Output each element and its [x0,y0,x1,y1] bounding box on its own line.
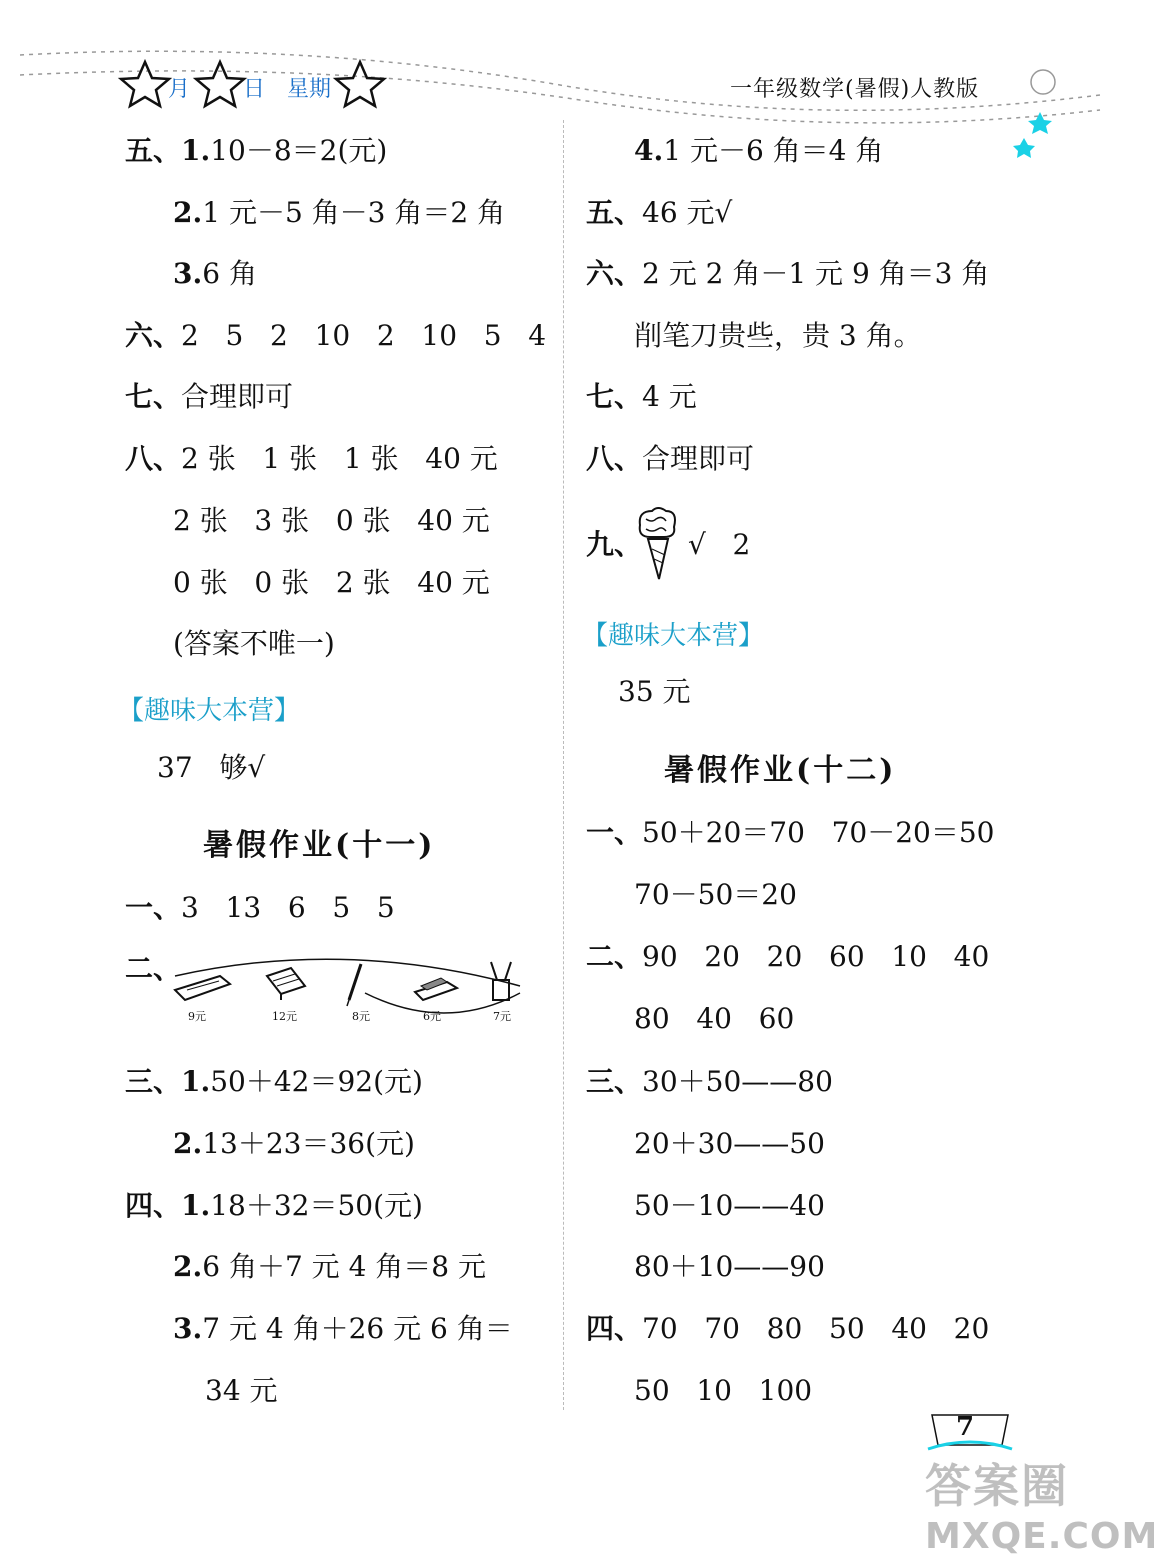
price-label: 7元 [493,1010,511,1023]
answer-line: 3.7 元 4 角＋26 元 6 角＝ [173,1312,513,1345]
answer-line: 八、合理即可 [586,442,755,475]
stapler-icon [415,978,457,1000]
answer-line: 70－50＝20 [634,878,797,911]
ice-cream-icon [632,505,682,585]
answer-line: 二、90 20 20 60 10 40 [586,940,990,973]
column-divider [563,120,564,1410]
price-label: 6元 [423,1010,441,1023]
answer-line: 80 40 60 [634,1002,795,1035]
answer-line: 2.13＋23＝36(元) [173,1127,415,1160]
stationery-illustration [165,948,535,1028]
answer-line: 50－10——40 [634,1189,825,1222]
page-number: 7 [955,1412,975,1442]
watermark: 答案圈 MXQE.COM [925,1459,1158,1557]
answer-line: 80＋10——90 [634,1250,825,1283]
answer-line: 三、30＋50——80 [586,1065,833,1098]
pen-icon [347,964,361,1006]
answer-line: 4.1 元－6 角＝4 角 [634,134,884,167]
answer-line: 三、1.50＋42＝92(元) [125,1065,423,1098]
small-star-icon [1013,70,1055,158]
price-label: 8元 [352,1010,370,1023]
fun-section-tag: 【趣味大本营】 [118,696,301,726]
answer-line: 九、 [586,528,643,561]
notebook-icon [267,968,305,1000]
fun-section-tag: 【趣味大本营】 [582,621,765,651]
answer-line: 四、70 70 80 50 40 20 [586,1312,990,1345]
star-icon [121,62,169,106]
pencil-case-icon [175,976,230,1000]
grade-title: 一年级数学(暑假)人教版 [730,77,980,102]
answer-line: 二、 [125,952,182,985]
answer-line: 五、1.10－8＝2(元) [125,134,388,167]
section-title: 暑假作业(十一) [203,828,436,863]
price-label: 9元 [188,1010,206,1023]
answer-line: 六、2 5 2 10 2 10 5 4 [125,319,547,352]
star-icon [196,62,244,106]
answer-line: 一、50＋20＝70 70－20＝50 [586,816,995,849]
answer-line: 削笔刀贵些，贵 3 角。 [634,319,922,352]
answer-line: 七、合理即可 [125,380,294,413]
answer-line: √ 2 [688,528,751,561]
answer-line: 七、4 元 [586,380,697,413]
star-icon [336,62,384,106]
month-label: 月 [168,77,191,102]
answer-line: 50 10 100 [634,1374,813,1407]
section-title: 暑假作业(十二) [664,753,897,788]
answer-line: 六、2 元 2 角－1 元 9 角＝3 角 [586,257,990,290]
answer-line: 0 张 0 张 2 张 40 元 [173,566,490,599]
answer-line: 34 元 [205,1374,278,1407]
answer-line: 八、2 张 1 张 1 张 40 元 [125,442,498,475]
answer-line: 一、3 13 6 5 5 [125,891,395,924]
price-label: 12元 [272,1010,297,1023]
answer-line: (答案不唯一) [173,627,335,660]
page-header [0,0,1123,110]
answer-line: 五、46 元√ [586,196,733,229]
answer-line: 2 张 3 张 0 张 40 元 [173,504,490,537]
answer-line: 20＋30——50 [634,1127,825,1160]
day-label: 日 [243,77,266,102]
weekday-label: 星期 [287,77,332,102]
answer-line: 35 元 [618,675,691,708]
answer-line: 2.1 元－5 角－3 角＝2 角 [173,196,506,229]
answer-line: 37 够√ [157,751,266,784]
answer-line: 2.6 角＋7 元 4 角＝8 元 [173,1250,486,1283]
answer-line: 3.6 角 [173,257,257,290]
answer-line: 四、1.18＋32＝50(元) [125,1189,423,1222]
pen-holder-icon [491,962,511,1000]
